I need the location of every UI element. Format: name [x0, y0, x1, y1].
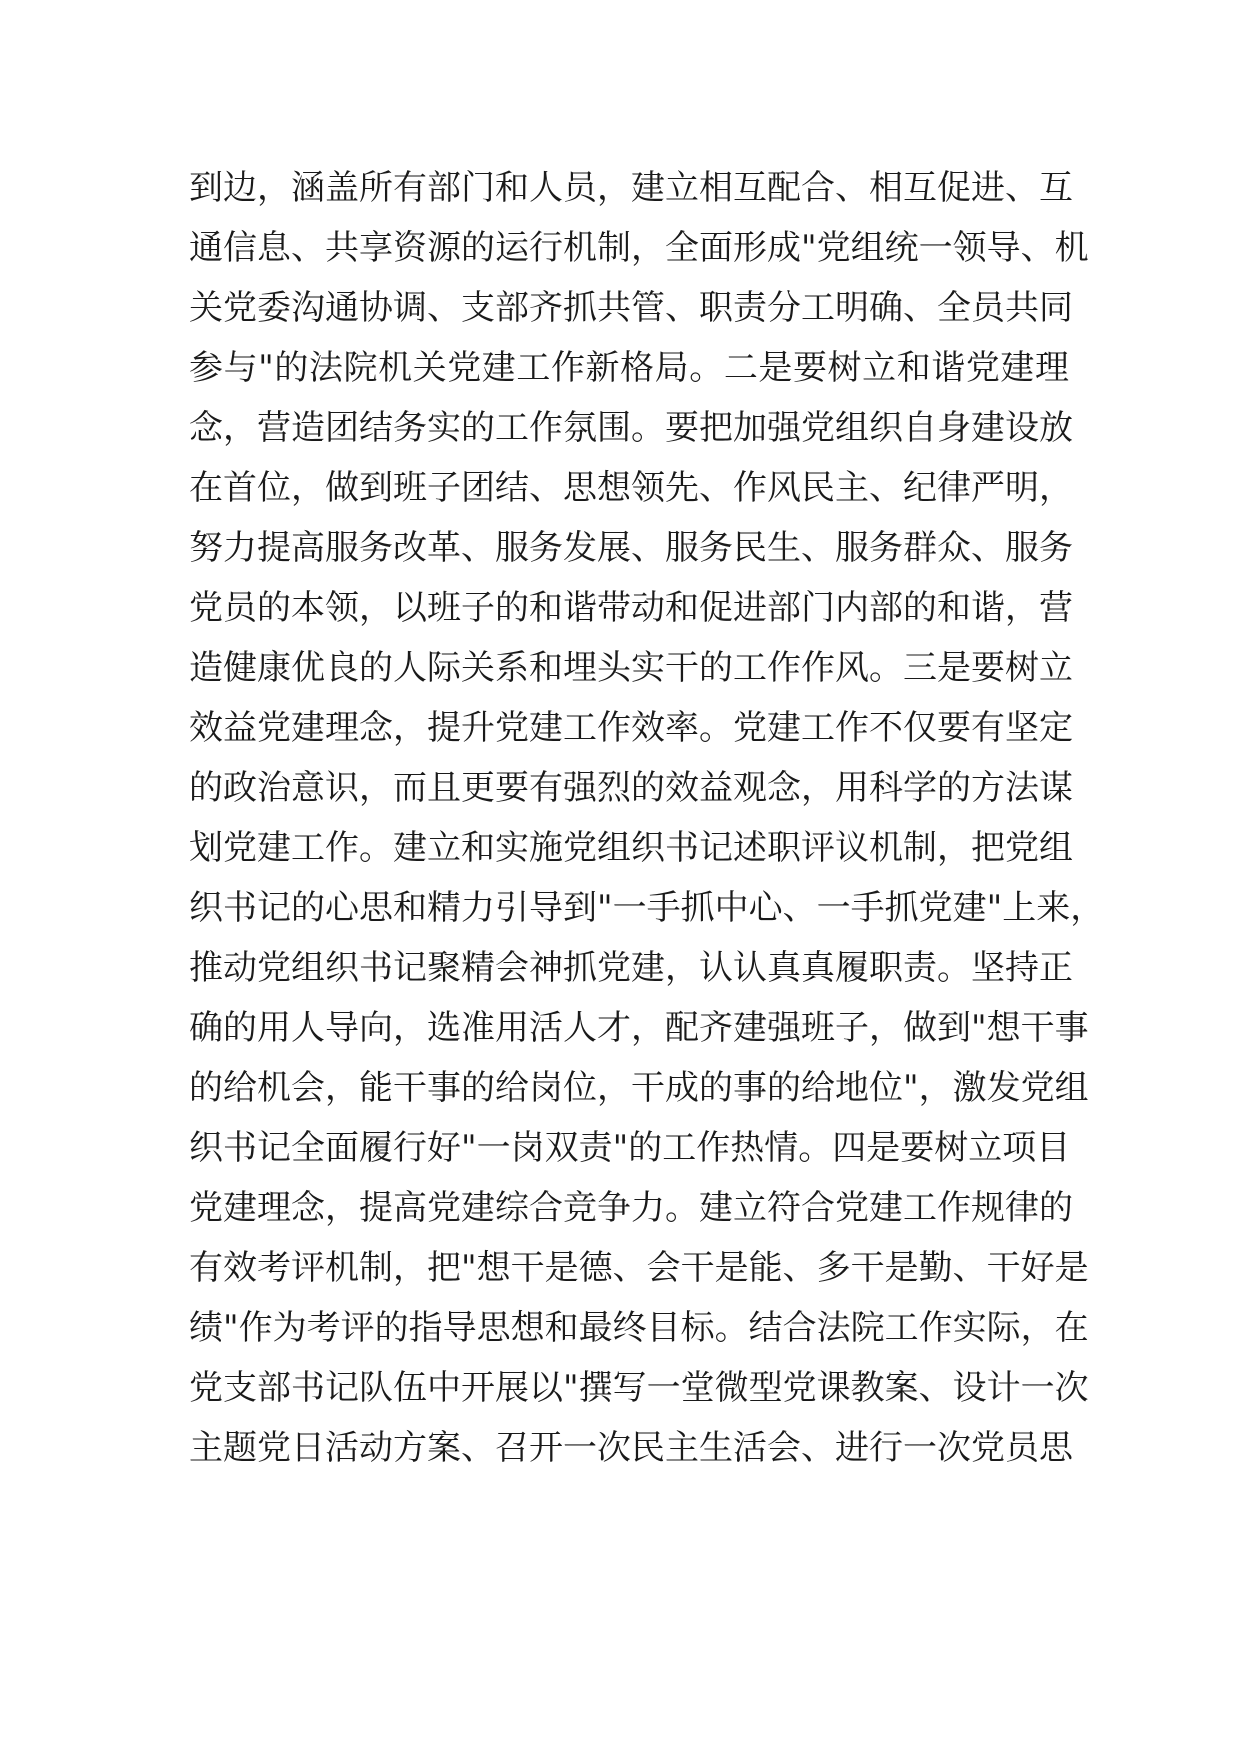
text-line: 通信息、共享资源的运行机制，全面形成"党组统一领导、机 [189, 228, 1089, 268]
text-line: 推动党组织书记聚精会神抓党建，认认真真履职责。坚持正 [189, 948, 1073, 988]
text-line: 织书记全面履行好"一岗双责"的工作热情。四是要树立项目 [189, 1128, 1071, 1168]
text-line: 到边，涵盖所有部门和人员，建立相互配合、相互促进、互 [189, 168, 1073, 208]
text-line: 党建理念，提高党建综合竞争力。建立符合党建工作规律的 [189, 1188, 1073, 1228]
text-line: 效益党建理念，提升党建工作效率。党建工作不仅要有坚定 [189, 708, 1073, 748]
body-text [189, 158, 1105, 1478]
text-line: 造健康优良的人际关系和埋头实干的工作作风。三是要树立 [189, 648, 1073, 688]
text-line: 努力提高服务改革、服务发展、服务民生、服务群众、服务 [189, 528, 1073, 568]
text-line: 念，营造团结务实的工作氛围。要把加强党组织自身建设放 [189, 408, 1073, 448]
text-line: 党员的本领，以班子的和谐带动和促进部门内部的和谐，营 [189, 588, 1073, 628]
text-line: 主题党日活动方案、召开一次民主生活会、进行一次党员思 [189, 1428, 1073, 1468]
text-line: 的政治意识，而且更要有强烈的效益观念，用科学的方法谋 [189, 768, 1073, 808]
text-line: 绩"作为考评的指导思想和最终目标。结合法院工作实际，在 [189, 1308, 1089, 1348]
text-line: 党支部书记队伍中开展以"撰写一堂微型党课教案、设计一次 [189, 1368, 1089, 1408]
text-line: 在首位，做到班子团结、思想领先、作风民主、纪律严明， [189, 468, 1073, 508]
text-line: 关党委沟通协调、支部齐抓共管、职责分工明确、全员共同 [189, 288, 1073, 328]
text-line: 织书记的心思和精力引导到"一手抓中心、一手抓党建"上来， [189, 888, 1105, 928]
text-line: 参与"的法院机关党建工作新格局。二是要树立和谐党建理 [189, 348, 1069, 388]
text-line: 划党建工作。建立和实施党组织书记述职评议机制，把党组 [189, 828, 1073, 868]
text-line: 有效考评机制，把"想干是德、会干是能、多干是勤、干好是 [189, 1248, 1089, 1288]
text-line: 确的用人导向，选准用活人才，配齐建强班子，做到"想干事 [189, 1008, 1089, 1048]
text-line: 的给机会，能干事的给岗位，干成的事的给地位"，激发党组 [189, 1068, 1089, 1108]
